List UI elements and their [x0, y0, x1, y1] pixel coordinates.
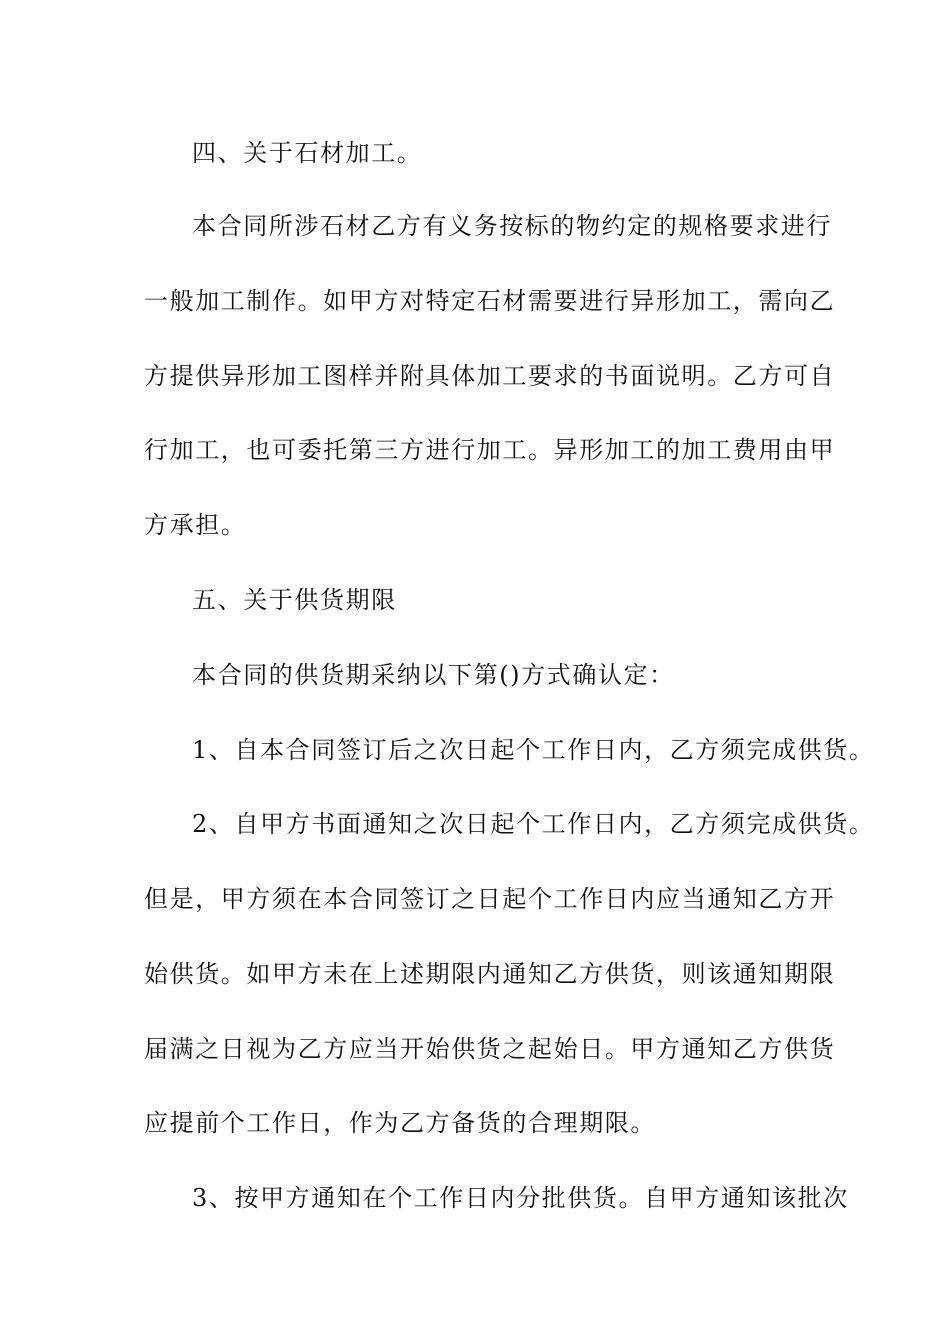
list-item: 1、自本合同签订后之次日起个工作日内，乙方须完成供货。: [192, 736, 875, 764]
section-heading-stone-processing: 四、关于石材加工。: [192, 139, 423, 167]
paragraph-line: 行加工，也可委托第三方进行加工。异形加工的加工费用由甲: [144, 436, 836, 464]
paragraph-line: 应提前个工作日，作为乙方备货的合理期限。: [144, 1109, 656, 1137]
paragraph-line: 本合同的供货期采纳以下第()方式确认定：: [192, 661, 675, 689]
paragraph-line: 方承担。: [144, 511, 247, 539]
paragraph-line: 方提供异形加工图样并附具体加工要求的书面说明。乙方可自: [144, 362, 836, 390]
paragraph-line: 本合同所涉石材乙方有义务按标的物约定的规格要求进行: [192, 212, 832, 240]
list-item: 3、按甲方通知在个工作日内分批供货。自甲方通知该批次: [192, 1184, 849, 1212]
paragraph-line: 始供货。如甲方未在上述期限内通知乙方供货，则该通知期限: [144, 960, 836, 988]
paragraph-line: 一般加工制作。如甲方对特定石材需要进行异形加工，需向乙: [144, 287, 836, 315]
section-heading-supply-period: 五、关于供货期限: [192, 586, 397, 614]
list-item: 2、自甲方书面通知之次日起个工作日内，乙方须完成供货。: [192, 810, 875, 838]
paragraph-line: 届满之日视为乙方应当开始供货之起始日。甲方通知乙方供货: [144, 1035, 836, 1063]
paragraph-line: 但是，甲方须在本合同签订之日起个工作日内应当通知乙方开: [144, 885, 836, 913]
